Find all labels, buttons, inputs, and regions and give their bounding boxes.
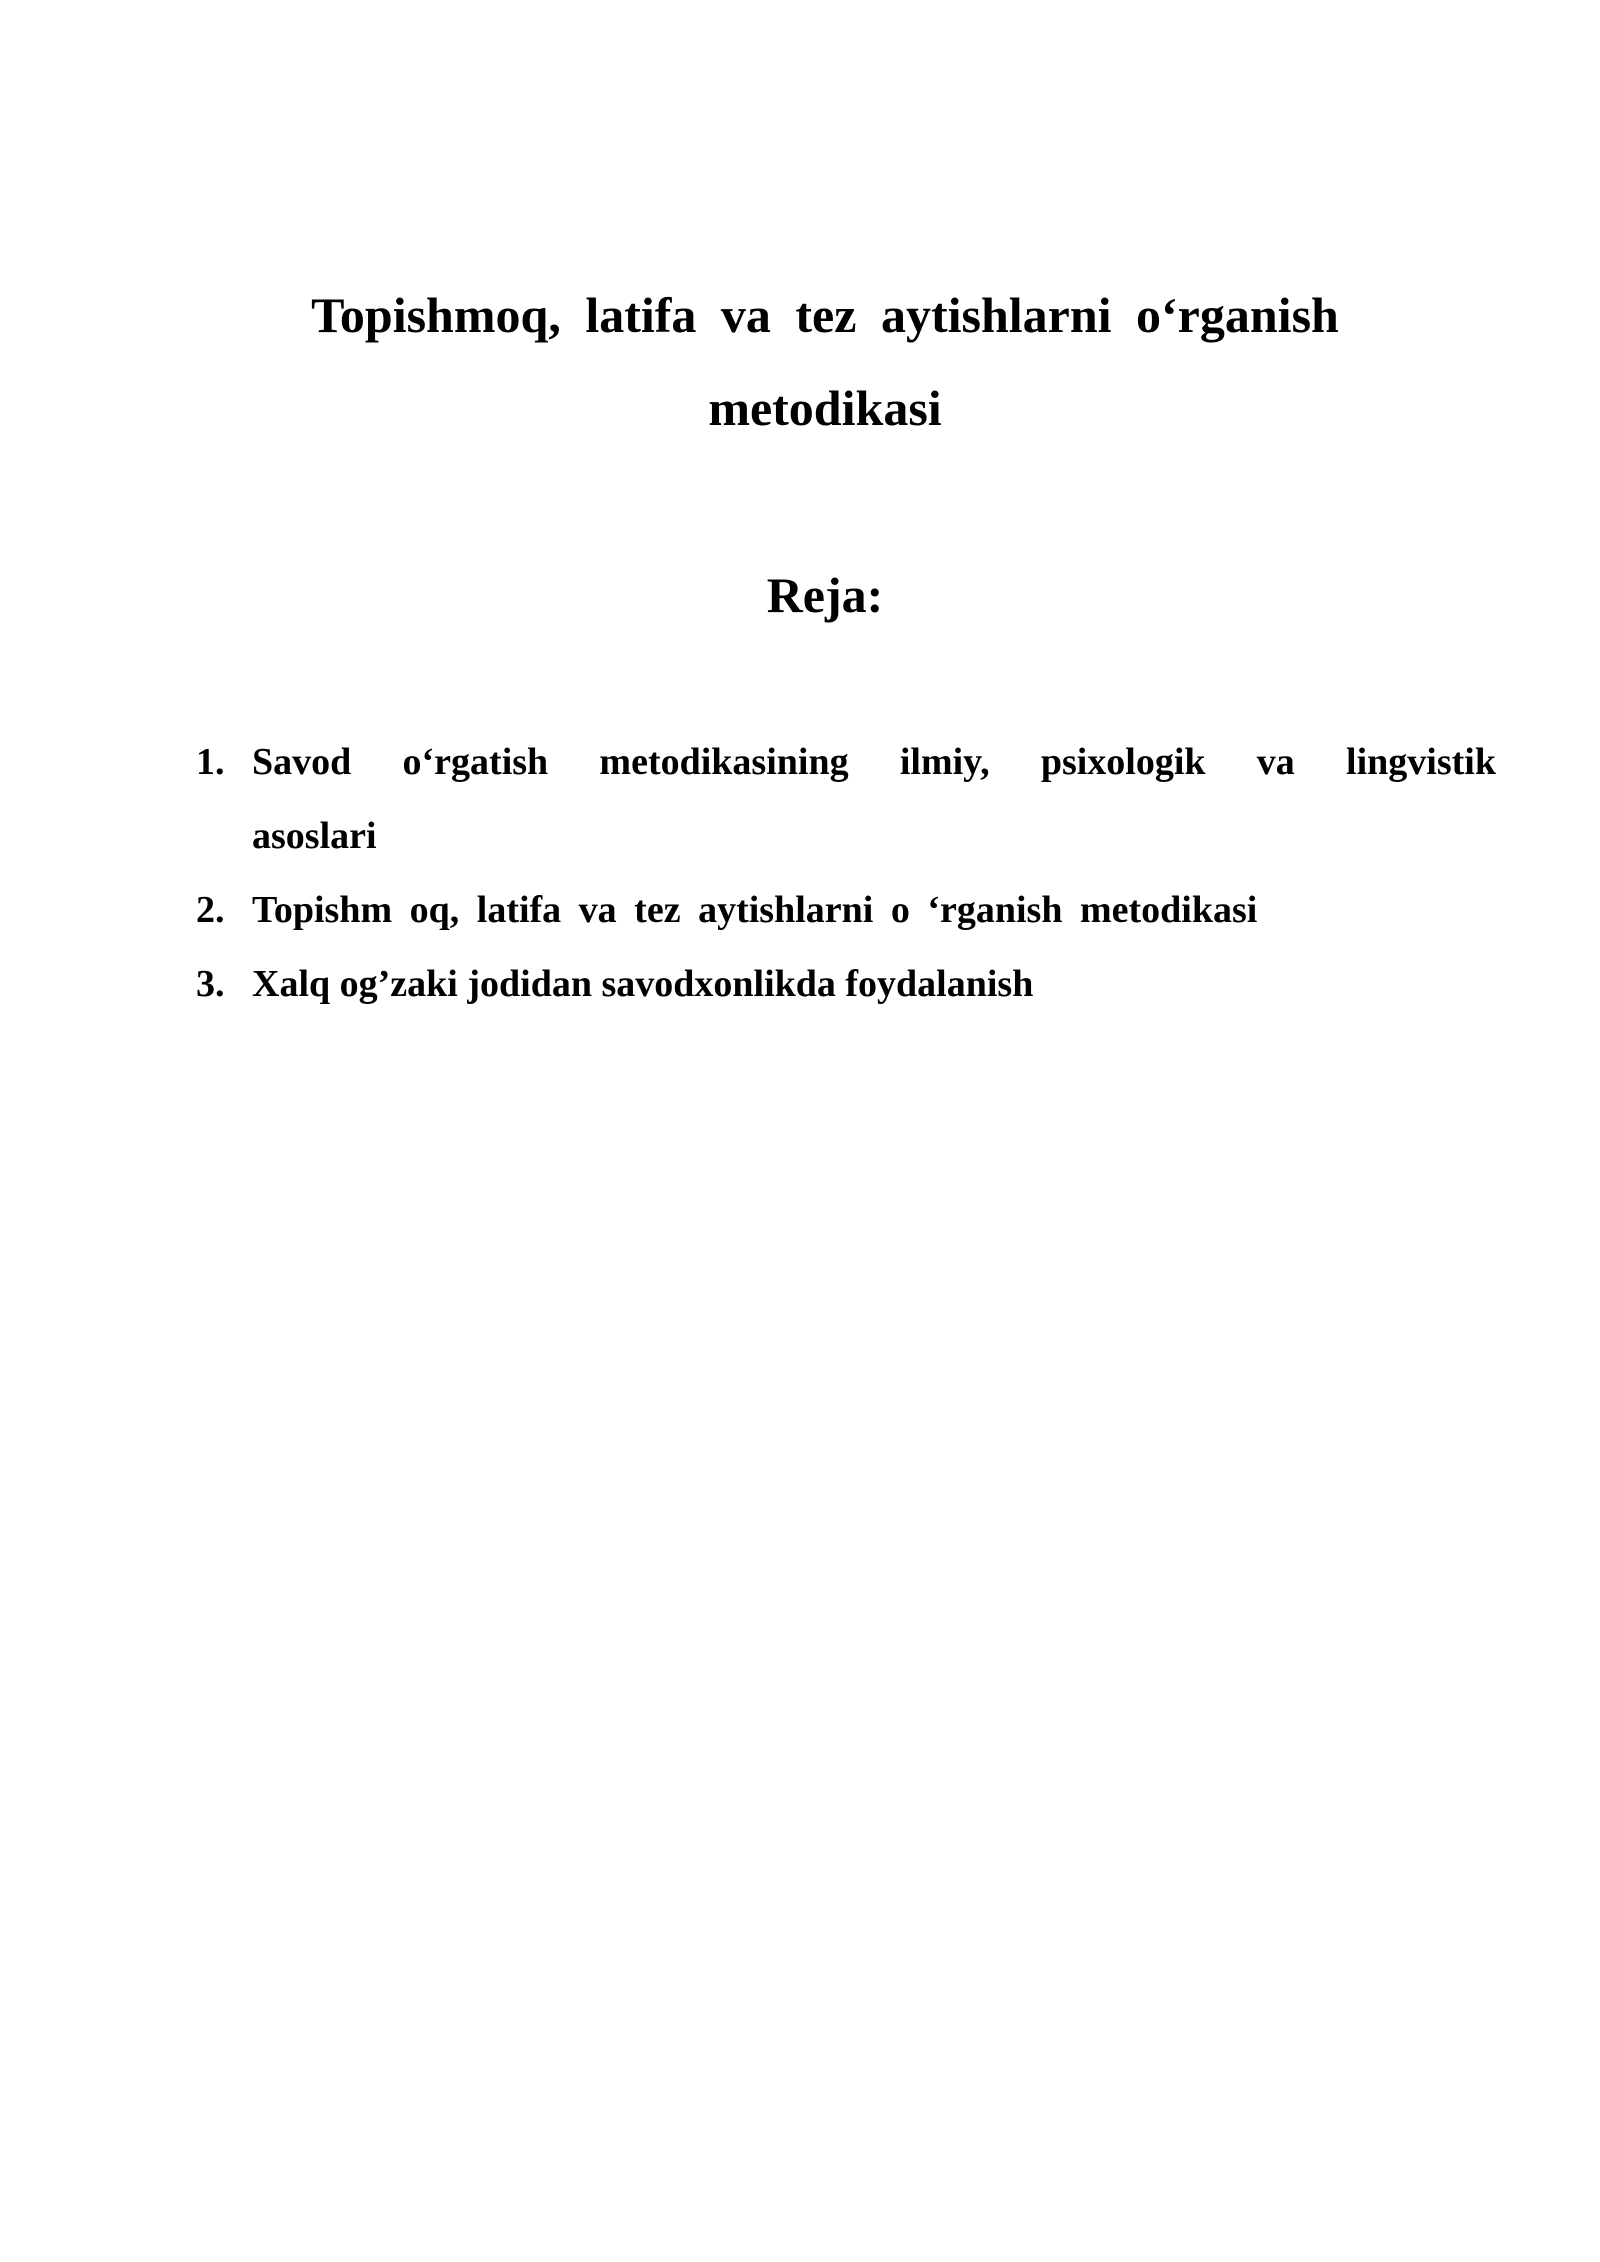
plan-item-1 — [196, 725, 1496, 873]
plan-item-number: 2. — [196, 889, 225, 931]
plan-item-text-line-1: Savod o‘rgatish metodikasining ilmiy, psixologik va lingvistik — [252, 741, 1496, 783]
plan-item-text: Topishm oq, latifa va tez aytishlarni o ‘rganish metodikasi — [252, 889, 1258, 931]
plan-item-text: Xalq og’zaki jodidan savodxonlikda foydalanish — [252, 963, 1034, 1005]
plan-item-number: 3. — [196, 963, 225, 1005]
document-title-line-2: metodikasi — [708, 380, 942, 436]
plan-heading: Reja: — [766, 567, 884, 623]
plan-item-3 — [196, 947, 1496, 1021]
plan-item-2 — [196, 873, 1496, 947]
plan-item-text-line-2: asoslari — [252, 815, 377, 857]
document-title-line-1: Topishmoq, latifa va tez aytishlarni o‘rganish — [311, 287, 1339, 343]
plan-list — [196, 725, 1496, 1021]
plan-item-number: 1. — [196, 741, 225, 783]
